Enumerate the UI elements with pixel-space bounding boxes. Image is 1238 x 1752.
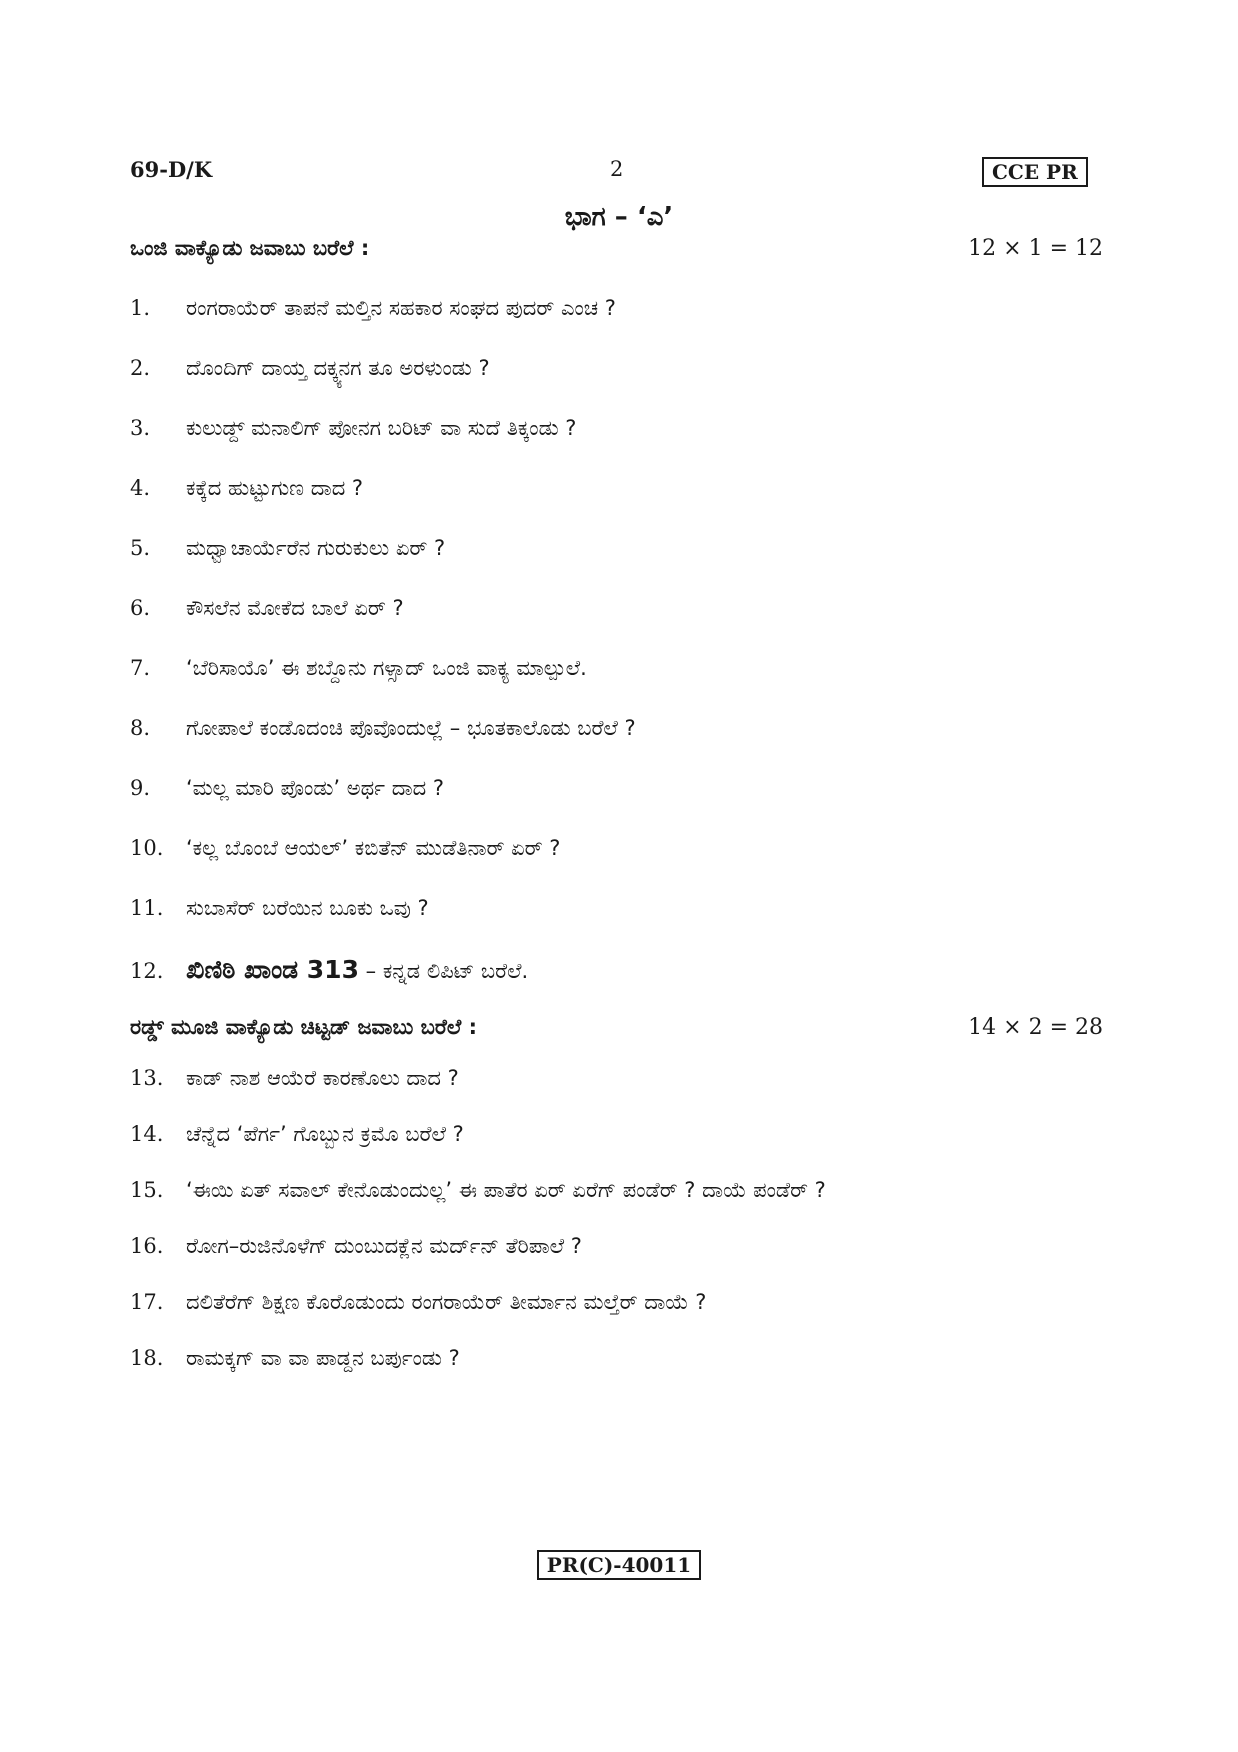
question-number: 3. (130, 416, 151, 440)
question-text: ‘ಈಯಿ ಏತ್ ಸವಾಲ್ ಕೇನೊಡುಂದುಲ್ಲ’ ಈ ಪಾತೆರ ಏರ್ ಏರೆಗ್ ಪಂಡೆರ್ ? ದಾಯೆ ಪಂಡೆರ್ ? (186, 1178, 826, 1202)
section-a-instruction: ಒಂಜಿ ವಾಕ್ಯೊಡು ಜವಾಬು ಬರೆಲೆ : (130, 236, 370, 260)
question-9 (130, 776, 1110, 801)
question-5 (130, 536, 1110, 561)
question-number: 17. (130, 1290, 164, 1314)
question-text: ಚೆನ್ನೆದ ‘ಪೆರ್ಗ’ ಗೊಬ್ಬುನ ಕ್ರಮೊ ಬರೆಲೆ ? (186, 1122, 464, 1146)
question-text: ಕಾಡ್ ನಾಶ ಆಯೆರೆ ಕಾರಣೊಲು ದಾದ ? (186, 1066, 459, 1090)
question-text: ಕುಲುಡ್ದ್ ಮನಾಲಿಗ್ ಪೋನಗ ಬರಿಟ್ ವಾ ಸುದೆ ತಿಕ್ಕಂಡು ? (186, 416, 577, 440)
question-3 (130, 416, 1110, 441)
question-number: 9. (130, 776, 151, 800)
question-number: 11. (130, 896, 164, 920)
question-text: ರಾಮಕ್ಕಗ್ ವಾ ವಾ ಪಾಡ್ದನ ಬರ್ಪುಂಡು ? (186, 1346, 460, 1370)
scheme-code-box: CCE PR (982, 157, 1088, 187)
section-a-heading (130, 236, 1103, 261)
question-number: 6. (130, 596, 151, 620)
question-number: 18. (130, 1346, 164, 1370)
footer-code-box: PR(C)-40011 (537, 1550, 701, 1580)
tulu-script-text: ಖಿಣಿಠಿ ಖಾಂಡ 313 (186, 955, 359, 984)
question-7 (130, 656, 1110, 681)
section-b-instruction: ರಡ್ಡ್ ಮೂಜಿ ವಾಕ್ಯೊಡು ಚಿಟ್ಟಡ್ ಜವಾಬು ಬರೆಲೆ : (130, 1015, 477, 1039)
question-17 (130, 1290, 1110, 1315)
question-text: – ಕನ್ನಡ ಲಿಪಿಟ್ ಬರೆಲೆ. (358, 959, 529, 983)
footer (0, 1550, 1238, 1580)
question-text: ‘ಬೆರಿಸಾಯೊ’ ಈ ಶಬ್ದೊನು ಗಳ್ಸಾದ್ ಒಂಜಿ ವಾಕ್ಯ ಮಾಲ್ಪುಲೆ. (186, 656, 587, 680)
question-number: 12. (130, 959, 164, 983)
question-text: ರೋಗ–ರುಜಿನೊಳೆಗ್ ದುಂಬುದಕ್ಲೆನ ಮರ್ದ್‌ನ್ ತೆರಿಪಾಲೆ ? (186, 1234, 582, 1258)
question-number: 5. (130, 536, 151, 560)
question-16 (130, 1234, 1110, 1259)
page-number: 2 (610, 157, 624, 181)
question-13 (130, 1066, 1110, 1091)
question-number: 1. (130, 296, 151, 320)
section-b-heading (130, 1015, 1103, 1040)
question-number: 10. (130, 836, 164, 860)
question-number: 15. (130, 1178, 164, 1202)
question-4 (130, 476, 1110, 501)
section-a-marks: 12 × 1 = 12 (968, 236, 1103, 261)
question-11 (130, 896, 1110, 921)
question-14 (130, 1122, 1110, 1147)
section-b-marks: 14 × 2 = 28 (968, 1015, 1103, 1040)
question-text: ಗೋಪಾಲೆ ಕಂಡೊದಂಚಿ ಪೊವೊಂದುಲ್ಲೆ – ಭೂತಕಾಲೊಡು ಬರೆಲೆ ? (186, 716, 636, 740)
part-title: ಭಾಗ – ‘ಎ’ (564, 202, 674, 232)
question-text: ಕೌಸಲೆನ ಮೋಕೆದ ಬಾಲೆ ಏರ್ ? (186, 596, 404, 620)
question-text: ಮಧ್ವಾಚಾರ್ಯೆರೆನ ಗುರುಕುಲು ಏರ್ ? (186, 536, 446, 560)
question-15 (130, 1178, 1110, 1203)
question-8 (130, 716, 1110, 741)
question-text: ‘ಮಲ್ಲ ಮಾರಿ ಪೊಂಡು’ ಅರ್ಥ ದಾದ ? (186, 776, 445, 800)
question-number: 7. (130, 656, 151, 680)
question-12 (130, 955, 1110, 985)
question-number: 8. (130, 716, 151, 740)
question-text: ರಂಗರಾಯೆರ್ ತಾಪನೆ ಮಲ್ತಿನ ಸಹಕಾರ ಸಂಘದ ಪುದರ್ ಎಂಚ ? (186, 296, 616, 320)
question-1 (130, 296, 1110, 321)
question-10 (130, 836, 1110, 861)
paper-code: 69-D/K (130, 157, 213, 182)
question-text: ದೊಂದಿಗ್ ದಾಯ್ತ ದಕ್ಕ್ಯನಗ ತೂ ಅರಳುಂಡು ? (186, 356, 490, 380)
question-number: 13. (130, 1066, 164, 1090)
question-text: ದಲಿತೆರೆಗ್ ಶಿಕ್ಷಣ ಕೊರೊಡುಂದು ರಂಗರಾಯೆರ್ ತೀರ್ಮಾನ ಮಲ್ತೆರ್ ದಾಯೆ ? (186, 1290, 707, 1314)
question-2 (130, 356, 1110, 381)
question-text: ‘ಕಲ್ಲ ಬೊಂಬೆ ಆಯಲ್’ ಕಬಿತೆನ್ ಮುಡೆತಿನಾರ್ ಏರ್ ? (186, 836, 561, 860)
question-number: 14. (130, 1122, 164, 1146)
question-6 (130, 596, 1110, 621)
question-text: ಕಕ್ಕೆದ ಹುಟ್ಟುಗುಣ ದಾದ ? (186, 476, 364, 500)
question-text: ಸುಬಾಸೆರ್ ಬರೆಯಿನ ಬೂಕು ಒವು ? (186, 896, 429, 920)
question-18 (130, 1346, 1110, 1371)
question-number: 16. (130, 1234, 164, 1258)
question-number: 4. (130, 476, 151, 500)
question-number: 2. (130, 356, 151, 380)
